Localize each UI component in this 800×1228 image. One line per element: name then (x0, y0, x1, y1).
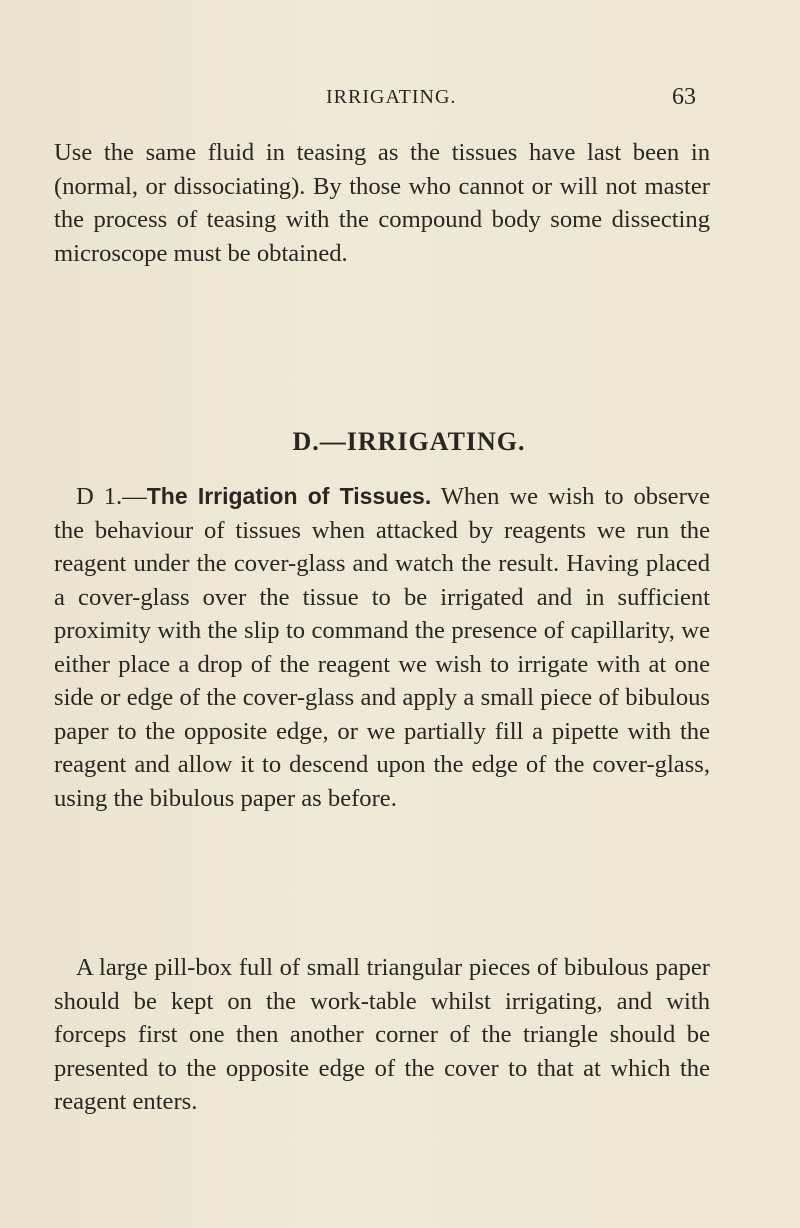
running-title: IRRIGATING. (326, 86, 457, 108)
subsection-number: D 1.— (76, 483, 147, 510)
paragraph-pill-box: A large pill-box full of small triangular pieces of bibulous paper should be kept on the work-table whilst irrigating, and with forceps first one then another corner of the triangle should be presented to the opposite edge of the cover to that at which the reagent enters. (54, 954, 710, 1115)
paragraph-teasing-conclusion: Use the same fluid in teasing as the tissues have last been in (normal, or dissociating). By those who cannot or will not master the process of teasing with the compound body some dissecting microscope must be obtained. (54, 139, 710, 267)
page-number: 63 (672, 84, 696, 110)
subsection-body: When we wish to observe the behaviour of tissues when attacked by reagents we run the reagent under the cover-glass and watch the result. Having placed a cover-glass over the tissue to be irrigated and in sufficient proximity with the slip to command the presence of capillarity, we either place a drop of the reagent we wish to irrigate with at one side or edge of the cover-glass and apply a small piece of bibulous paper to the opposite edge, or we partially fill a pipette with the reagent and allow it to descend upon the edge of the cover-glass, using the bibulous paper as before. (54, 483, 710, 812)
section-heading: D.—IRRIGATING. (292, 427, 526, 456)
subsection-title: The Irrigation of Tissues. (146, 483, 432, 509)
running-head (0, 84, 800, 118)
paragraph-irrigation-of-tissues (54, 480, 710, 815)
